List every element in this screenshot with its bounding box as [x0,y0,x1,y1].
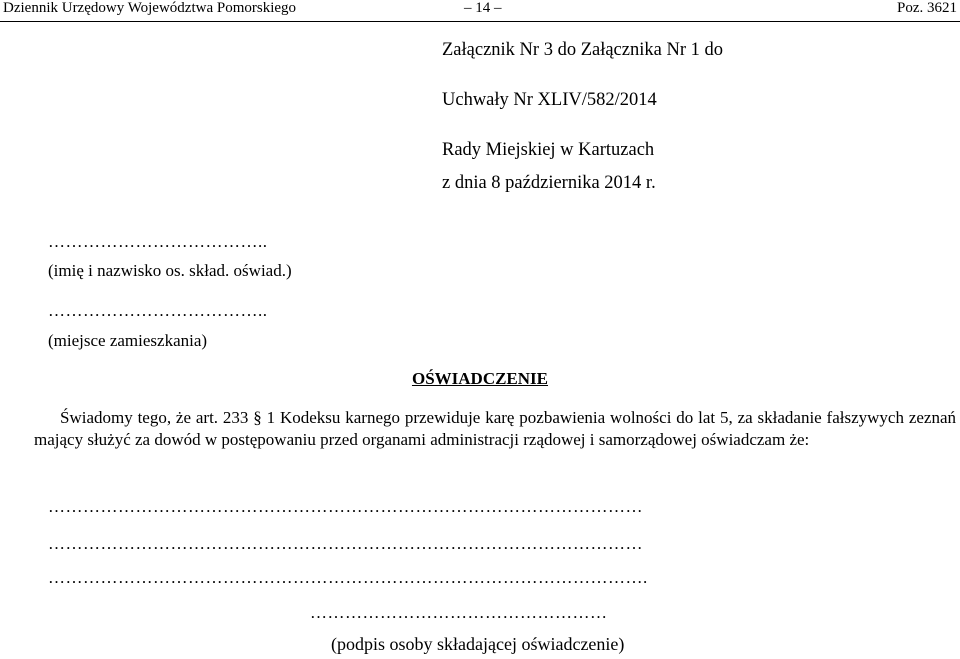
item-number: Poz. 3621 [897,0,957,16]
annex-line-3: Rady Miejskiej w Kartuzach [442,140,655,160]
address-field-label: (miejsce zamieszkania) [48,331,208,350]
header-divider [0,21,960,22]
statement-blank-line-2: ………………………………………………………………………………………… [48,534,643,553]
signature-blank-line: …………………………………………… [310,603,608,622]
document-title: OŚWIADCZENIE [411,369,549,388]
name-field-label: (imię i nazwisko os. skład. oświad.) [48,261,292,280]
annex-line-4: z dnia 8 października 2014 r. [442,173,656,193]
page-header [0,0,960,22]
name-blank-line: ……………………………….. [48,232,268,251]
address-blank-line: ……………………………….. [48,301,268,320]
signature-label: (podpis osoby składającej oświadczenie) [331,634,625,654]
declaration-text: Świadomy tego, że art. 233 § 1 Kodeksu karnego przewiduje karę pozbawienia wolności do lat 5, za składanie fałszywych zeznań mający służyć za dowód w postępowaniu przed organami administracji rządowej i samorządowej oświadczam że: [34,408,956,449]
statement-blank-line-1: ………………………………………………………………………………………… [48,497,643,516]
annex-line-2: Uchwały Nr XLIV/582/2014 [442,90,657,110]
declaration-paragraph [34,407,956,451]
statement-blank-line-3: …………………………………………………………………………………………. [48,568,648,587]
journal-title: Dziennik Urzędowy Województwa Pomorskiego [3,0,297,16]
page-number: – 14 – [464,0,502,16]
annex-line-1: Załącznik Nr 3 do Załącznika Nr 1 do [442,40,723,60]
